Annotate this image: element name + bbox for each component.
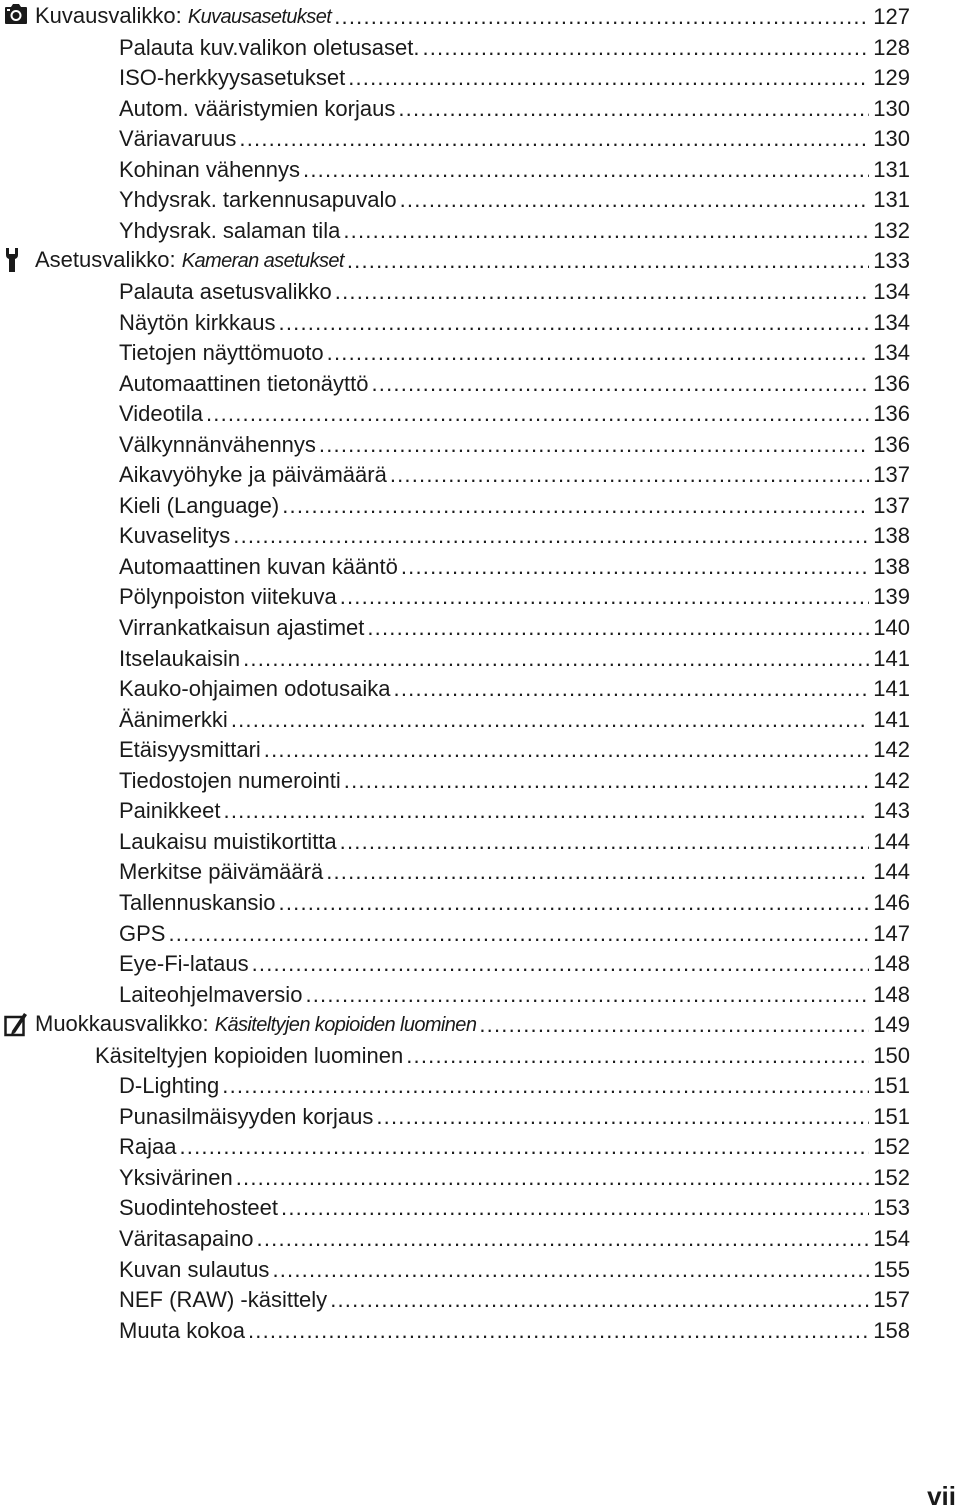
dot-leader	[281, 1195, 869, 1221]
dot-leader	[279, 890, 870, 916]
toc-entry[interactable]	[119, 1191, 910, 1221]
section-label: Muokkausvalikko:	[35, 1011, 209, 1037]
toc-entry-label: Eye-Fi-lataus	[119, 951, 249, 977]
dot-leader	[231, 707, 869, 733]
dot-leader	[343, 218, 869, 244]
page-ref: 131	[873, 156, 910, 182]
toc-entry-label: GPS	[119, 920, 166, 946]
dot-leader	[327, 340, 870, 366]
dot-leader	[224, 798, 870, 824]
toc-entry[interactable]	[119, 794, 910, 824]
page-ref: 138	[873, 553, 910, 579]
toc-section-title	[35, 3, 331, 30]
page-ref: 136	[873, 431, 910, 457]
toc-entry-label: Laiteohjelmaversio	[119, 981, 303, 1007]
page-ref: 137	[873, 462, 910, 488]
page-ref: 128	[873, 34, 910, 60]
toc-entry[interactable]	[119, 367, 910, 397]
toc-entry[interactable]	[119, 1130, 910, 1160]
dot-leader	[394, 676, 870, 702]
toc-entry[interactable]	[119, 519, 910, 549]
toc-entry-label: Laukaisu muistikortitta	[119, 828, 337, 854]
page-ref: 144	[873, 859, 910, 885]
toc-entry[interactable]	[119, 489, 910, 519]
dot-leader	[252, 951, 870, 977]
dot-leader	[406, 1043, 869, 1069]
page-ref: 154	[873, 1226, 910, 1251]
toc-entry[interactable]	[119, 92, 910, 122]
page-ref: 141	[873, 676, 910, 702]
toc-entry-label: Kauko-ohjaimen odotusaika	[119, 676, 391, 702]
toc-entry-label: Itselaukaisin	[119, 645, 241, 671]
toc-section-heading[interactable]	[4, 1008, 910, 1038]
toc-entry-label: Tiedostojen numerointi	[119, 767, 341, 793]
toc-section-title	[35, 247, 344, 274]
page-ref: 147	[873, 920, 910, 946]
toc-entry[interactable]	[119, 672, 910, 702]
dot-leader	[334, 4, 869, 30]
toc-entry-label: Videotila	[119, 401, 203, 427]
page-ref: 132	[873, 217, 910, 243]
toc-entry[interactable]	[119, 978, 910, 1008]
toc-entry-label: Äänimerkki	[119, 706, 228, 732]
dot-leader	[303, 157, 869, 183]
page-ref: 148	[873, 951, 910, 977]
toc-entry[interactable]	[119, 1222, 910, 1252]
retouch-icon-svg	[4, 1011, 28, 1037]
toc-entry[interactable]	[119, 642, 910, 672]
toc-entry[interactable]	[95, 1039, 910, 1069]
page-ref: 158	[873, 1317, 910, 1343]
page-ref: 149	[873, 1012, 910, 1038]
page-ref: 146	[873, 889, 910, 915]
toc-entry[interactable]	[119, 611, 910, 641]
toc-entry-label: Kuvan sulautus	[119, 1256, 270, 1282]
toc-entry-label: Suodintehosteet	[119, 1195, 279, 1221]
page-ref: 141	[873, 645, 910, 671]
dot-leader	[348, 65, 869, 91]
toc-entry-label: Autom. vääristymien korjaus	[119, 95, 396, 121]
page-ref: 127	[873, 4, 910, 29]
page-ref: 134	[873, 278, 910, 304]
page-ref: 134	[873, 340, 910, 366]
page-ref: 152	[873, 1164, 910, 1190]
page-ref: 150	[873, 1042, 910, 1068]
toc-entry[interactable]	[119, 886, 910, 916]
page-ref: 148	[873, 981, 910, 1007]
toc-entry[interactable]	[119, 1161, 910, 1191]
dot-leader	[239, 126, 869, 152]
toc-entry[interactable]	[119, 122, 910, 152]
page-number: vii	[927, 1481, 956, 1511]
toc-entry[interactable]	[119, 947, 910, 977]
dot-leader	[398, 96, 869, 122]
toc-entry-label: Käsiteltyjen kopioiden luominen	[95, 1042, 404, 1068]
dot-leader	[400, 187, 870, 213]
dot-leader	[372, 371, 870, 397]
toc-entry-label: ISO-herkkyysasetukset	[119, 65, 346, 91]
toc-entry-label: Virrankatkaisun ajastimet	[119, 615, 365, 640]
dot-leader	[340, 829, 870, 855]
page-ref: 141	[873, 706, 910, 732]
page-ref: 142	[873, 767, 910, 793]
dot-leader	[233, 523, 869, 549]
dot-leader	[305, 982, 869, 1008]
toc-entry-label: D-Lighting	[119, 1073, 220, 1099]
page-ref: 130	[873, 126, 910, 152]
retouch-icon	[4, 1011, 28, 1035]
toc-entry-label: NEF (RAW) -käsittely	[119, 1287, 328, 1313]
toc-entry-label: Kuvaselitys	[119, 523, 231, 549]
toc-entry[interactable]	[119, 183, 910, 213]
page-ref: 144	[873, 828, 910, 854]
wrench-icon-svg	[4, 247, 20, 273]
dot-leader	[264, 737, 869, 763]
toc-entry-label: Kohinan vähennys	[119, 156, 301, 182]
dot-leader	[376, 1104, 869, 1130]
toc-entry-label: Yhdysrak. tarkennusapuvalo	[119, 187, 397, 213]
toc-entry-label: Palauta asetusvalikko	[119, 278, 332, 304]
dot-leader	[479, 1012, 869, 1038]
page-ref: 134	[873, 309, 910, 335]
page-ref: 143	[873, 798, 910, 824]
toc-entry-label: Tietojen näyttömuoto	[119, 340, 324, 366]
toc-entry[interactable]	[119, 1314, 910, 1344]
toc-entry-label: Merkitse päivämäärä	[119, 859, 324, 885]
page-ref: 142	[873, 737, 910, 763]
dot-leader	[347, 248, 869, 274]
dot-leader	[179, 1134, 869, 1160]
toc-entry[interactable]	[119, 733, 910, 763]
toc-section-heading[interactable]	[4, 0, 910, 30]
dot-leader	[168, 921, 869, 947]
toc-entry[interactable]	[119, 580, 910, 610]
toc-entry-label: Automaattinen tietonäyttö	[119, 370, 369, 396]
toc-entry-label: Painikkeet	[119, 798, 221, 824]
toc-entry[interactable]	[119, 764, 910, 794]
toc-entry[interactable]	[119, 825, 910, 855]
dot-leader	[344, 768, 870, 794]
toc-section-heading[interactable]	[4, 244, 910, 274]
page-ref: 139	[873, 584, 910, 610]
dot-leader	[367, 615, 869, 641]
toc-entry[interactable]	[119, 397, 910, 427]
toc-entry-label: Tallennuskansio	[119, 889, 276, 915]
dot-leader	[272, 1257, 869, 1283]
toc-entry[interactable]	[119, 855, 910, 885]
toc-entry[interactable]	[119, 275, 910, 305]
toc-entry[interactable]	[119, 703, 910, 733]
toc-entry-label: Punasilmäisyyden korjaus	[119, 1103, 374, 1129]
section-label: Asetusvalikko:	[35, 247, 176, 273]
toc-entry[interactable]	[119, 917, 910, 947]
toc-entry[interactable]	[119, 153, 910, 183]
camera-icon	[4, 3, 28, 27]
toc-entry-label: Palauta kuv.valikon oletusaset.	[119, 34, 420, 60]
toc-entry[interactable]	[119, 1100, 910, 1130]
page-ref: 151	[873, 1073, 910, 1099]
toc-entry[interactable]	[119, 1069, 910, 1099]
toc-entry-label: Yhdysrak. salaman tila	[119, 217, 341, 243]
dot-leader	[340, 584, 870, 610]
toc-entry[interactable]	[119, 428, 910, 458]
toc-entry-label: Väriavaruus	[119, 126, 237, 152]
dot-leader	[335, 279, 869, 305]
toc-entry-label: Näytön kirkkaus	[119, 309, 276, 335]
toc-entry[interactable]	[119, 31, 910, 61]
dot-leader	[422, 35, 869, 61]
toc-entry[interactable]	[119, 1253, 910, 1283]
page-ref: 131	[873, 187, 910, 213]
dot-leader	[330, 1287, 869, 1313]
dot-leader	[243, 646, 869, 672]
dot-leader	[390, 462, 869, 488]
wrench-icon	[4, 247, 28, 271]
page-ref: 157	[873, 1287, 910, 1313]
toc-entry-label: Aikavyöhyke ja päivämäärä	[119, 462, 387, 488]
toc-entry[interactable]	[119, 336, 910, 366]
toc-entry-label: Väritasapaino	[119, 1226, 254, 1251]
page-ref: 129	[873, 65, 910, 91]
page-ref: 138	[873, 523, 910, 549]
page-ref: 155	[873, 1256, 910, 1282]
page-ref: 137	[873, 492, 910, 518]
page-ref: 151	[873, 1103, 910, 1129]
camera-icon-svg	[4, 3, 28, 25]
page-ref: 136	[873, 370, 910, 396]
dot-leader	[257, 1226, 870, 1252]
toc-entry[interactable]	[119, 214, 910, 244]
toc-entry-label: Kieli (Language)	[119, 492, 280, 518]
dot-leader	[279, 310, 870, 336]
dot-leader	[206, 401, 869, 427]
toc-entry-label: Yksivärinen	[119, 1164, 233, 1190]
toc-entry[interactable]	[119, 458, 910, 488]
dot-leader	[319, 432, 869, 458]
page-ref: 136	[873, 401, 910, 427]
toc-entry-label: Automaattinen kuvan kääntö	[119, 553, 398, 579]
section-subtitle: Kuvausasetukset	[187, 6, 332, 28]
dot-leader	[282, 493, 869, 519]
page-ref: 133	[873, 248, 910, 274]
dot-leader	[248, 1318, 869, 1344]
toc-entry[interactable]	[119, 306, 910, 336]
dot-leader	[236, 1165, 870, 1191]
page-ref: 130	[873, 95, 910, 121]
toc-section-title	[35, 1011, 476, 1038]
page-ref: 152	[873, 1134, 910, 1160]
toc-entry-label: Rajaa	[119, 1134, 177, 1160]
toc-entry-label: Välkynnänvähennys	[119, 431, 316, 457]
toc-entry[interactable]	[119, 1283, 910, 1313]
page-ref: 140	[873, 615, 910, 640]
section-subtitle: Kameran asetukset	[181, 250, 344, 273]
section-label: Kuvausvalikko:	[35, 3, 182, 28]
toc-entry-label: Muuta kokoa	[119, 1317, 245, 1343]
section-subtitle: Käsiteltyjen kopioiden luominen	[214, 1014, 477, 1037]
toc-entry-label: Etäisyysmittari	[119, 737, 261, 763]
page-ref: 153	[873, 1195, 910, 1221]
dot-leader	[222, 1073, 869, 1099]
dot-leader	[326, 859, 869, 885]
toc-entry[interactable]	[119, 61, 910, 91]
toc-entry-label: Pölynpoiston viitekuva	[119, 584, 337, 610]
dot-leader	[401, 554, 869, 580]
toc-entry[interactable]	[119, 550, 910, 580]
